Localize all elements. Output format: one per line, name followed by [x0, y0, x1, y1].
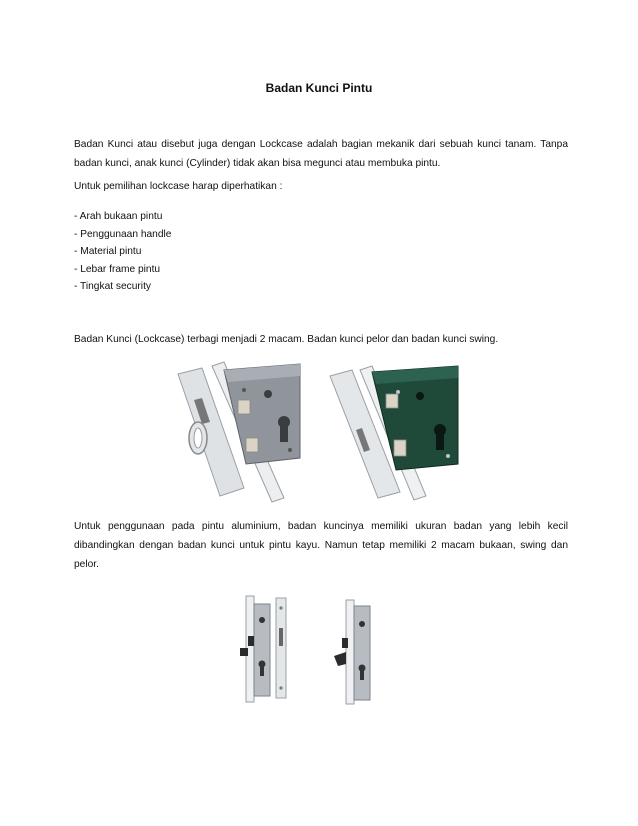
paragraph-lockcase-types: Badan Kunci (Lockcase) terbagi menjadi 2 macam. Badan kunci pelor dan badan kunci swing.: [74, 334, 499, 345]
aluminium-lockcase-1-image: [240, 596, 286, 702]
selection-criteria-list: [74, 208, 171, 296]
list-item: - Arah bukaan pintu: [74, 211, 163, 222]
list-item: - Material pintu: [74, 246, 142, 258]
figure-wood-lockcases: [172, 360, 472, 506]
document-title: Badan Kunci Pintu: [265, 81, 373, 95]
lockcase-swing-image: [330, 366, 458, 500]
paragraph-intro: Badan Kunci atau disebut juga dengan Lockcase adalah bagian mekanik dari sebuah kunci tanam. Tanpa badan kunci, anak kunci (Cylinder) tidak akan bisa megunci atau membuka pintu.: [74, 139, 568, 169]
lockcase-pelor-image: [178, 362, 300, 502]
paragraph-aluminium: Untuk penggunaan pada pintu aluminium, badan kuncinya memiliki ukuran badan yang lebih kecil dibandingkan dengan badan kunci untuk pintu kayu. Namun tetap memiliki 2 macam bukaan, swing dan pelor.: [74, 521, 568, 570]
list-item: - Tingkat security: [74, 281, 151, 293]
list-item: - Lebar frame pintu: [74, 263, 161, 275]
list-item: - Penggunaan handle: [74, 228, 172, 240]
aluminium-lockcase-2-image: [334, 600, 370, 704]
paragraph-selection-note: Untuk pemilihan lockcase harap diperhatikan :: [74, 181, 283, 192]
figure-aluminium-lockcases: [224, 580, 414, 710]
